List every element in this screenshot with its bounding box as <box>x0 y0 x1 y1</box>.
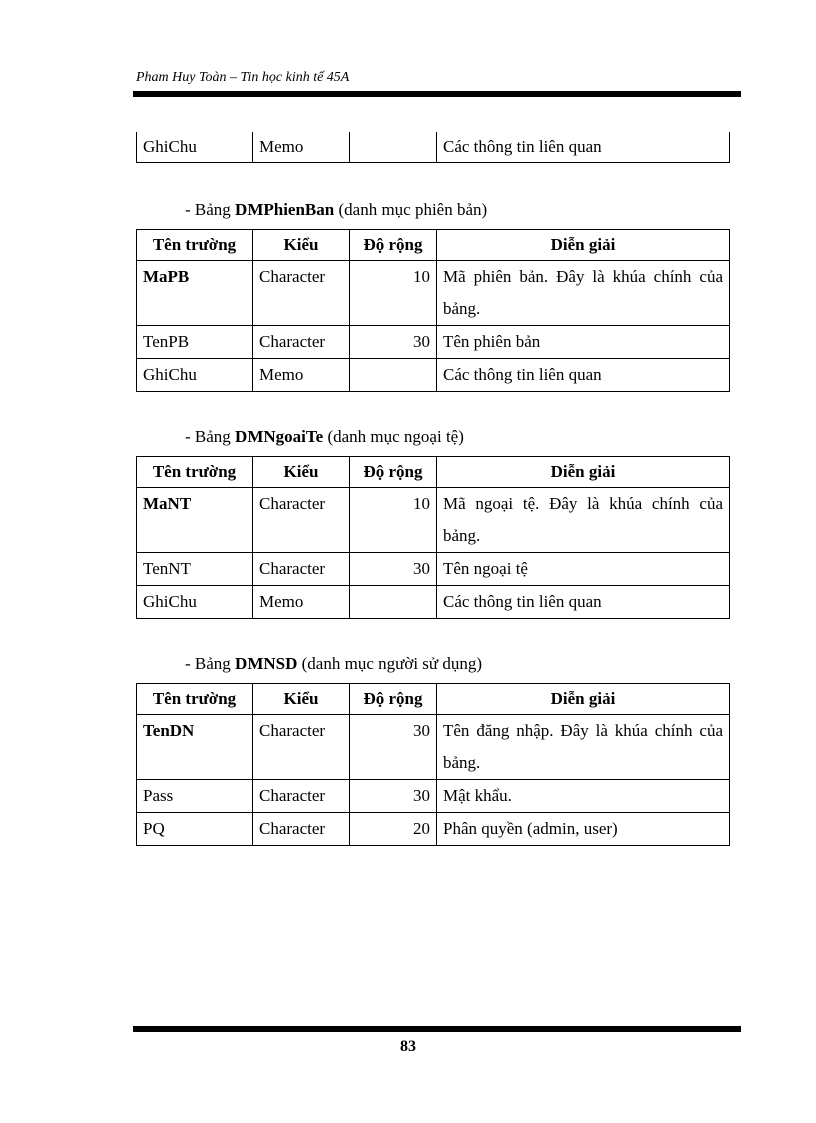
page-header: Pham Huy Toàn – Tin học kinh tế 45A <box>136 70 350 85</box>
field-desc-cell: Tên đăng nhập. Đây là khúa chính của bảng. <box>437 715 730 780</box>
table-row <box>137 326 730 359</box>
column-header-width: Độ rộng <box>350 457 437 488</box>
field-width-cell <box>350 359 437 392</box>
field-desc-cell: Mã ngoại tệ. Đây là khúa chính của bảng. <box>437 488 730 553</box>
field-desc-cell: Phân quyền (admin, user) <box>437 813 730 846</box>
field-width-cell <box>350 586 437 619</box>
field-name-cell: GhiChu <box>137 132 253 163</box>
field-type-cell: Character <box>253 553 350 586</box>
field-desc-cell: Mã phiên bản. Đây là khúa chính của bảng. <box>437 261 730 326</box>
table-caption-dmnsd: - Bảng DMNSD (danh mục người sử dụng) <box>185 654 483 673</box>
field-type-cell: Character <box>253 261 350 326</box>
field-name-cell: TenPB <box>137 326 253 359</box>
footer-rule <box>133 1026 741 1032</box>
page-number: 83 <box>400 1038 416 1055</box>
field-type-cell: Character <box>253 326 350 359</box>
field-width-cell: 10 <box>350 488 437 553</box>
field-width-cell: 10 <box>350 261 437 326</box>
column-header-desc: Diễn giải <box>437 230 730 261</box>
field-width-cell: 30 <box>350 780 437 813</box>
field-type-cell: Memo <box>253 586 350 619</box>
table-header-row <box>137 684 730 715</box>
field-type-cell: Memo <box>253 132 350 163</box>
table-row <box>137 132 730 163</box>
column-header-desc: Diễn giải <box>437 684 730 715</box>
column-header-desc: Diễn giải <box>437 457 730 488</box>
table-row <box>137 813 730 846</box>
field-width-cell: 30 <box>350 715 437 780</box>
column-header-type: Kiểu <box>253 230 350 261</box>
field-width-cell: 30 <box>350 553 437 586</box>
column-header-width: Độ rộng <box>350 684 437 715</box>
field-desc-cell: Mật khẩu. <box>437 780 730 813</box>
continuation-table <box>136 132 730 163</box>
field-name-cell: MaNT <box>137 488 253 553</box>
column-header-name: Tên trường <box>137 684 253 715</box>
table-row <box>137 359 730 392</box>
field-name-cell: MaPB <box>137 261 253 326</box>
table-header-row <box>137 457 730 488</box>
column-header-type: Kiểu <box>253 684 350 715</box>
field-name-cell: GhiChu <box>137 586 253 619</box>
field-desc-cell: Các thông tin liên quan <box>437 132 730 163</box>
table-dmngoaite <box>136 456 730 619</box>
header-rule <box>133 91 741 97</box>
field-desc-cell: Các thông tin liên quan <box>437 586 730 619</box>
field-type-cell: Character <box>253 488 350 553</box>
field-name-cell: Pass <box>137 780 253 813</box>
table-row <box>137 261 730 326</box>
field-name-cell: TenNT <box>137 553 253 586</box>
field-type-cell: Memo <box>253 359 350 392</box>
field-name-cell: TenDN <box>137 715 253 780</box>
field-width-cell: 30 <box>350 326 437 359</box>
table-dmphienban <box>136 229 730 392</box>
column-header-type: Kiểu <box>253 457 350 488</box>
field-name-cell: PQ <box>137 813 253 846</box>
table-row <box>137 488 730 553</box>
field-type-cell: Character <box>253 715 350 780</box>
table-caption-dmphienban: - Bảng DMPhienBan (danh mục phiên bản) <box>185 200 488 219</box>
table-row <box>137 715 730 780</box>
field-desc-cell: Tên ngoại tệ <box>437 553 730 586</box>
column-header-width: Độ rộng <box>350 230 437 261</box>
field-type-cell: Character <box>253 780 350 813</box>
table-header-row <box>137 230 730 261</box>
field-desc-cell: Tên phiên bản <box>437 326 730 359</box>
table-row <box>137 586 730 619</box>
field-desc-cell: Các thông tin liên quan <box>437 359 730 392</box>
table-caption-dmngoaite: - Bảng DMNgoaiTe (danh mục ngoại tệ) <box>185 427 464 446</box>
field-width-cell: 20 <box>350 813 437 846</box>
column-header-name: Tên trường <box>137 230 253 261</box>
table-dmnsd <box>136 683 730 846</box>
table-row <box>137 553 730 586</box>
table-row <box>137 780 730 813</box>
field-name-cell: GhiChu <box>137 359 253 392</box>
field-width-cell <box>350 132 437 163</box>
column-header-name: Tên trường <box>137 457 253 488</box>
field-type-cell: Character <box>253 813 350 846</box>
